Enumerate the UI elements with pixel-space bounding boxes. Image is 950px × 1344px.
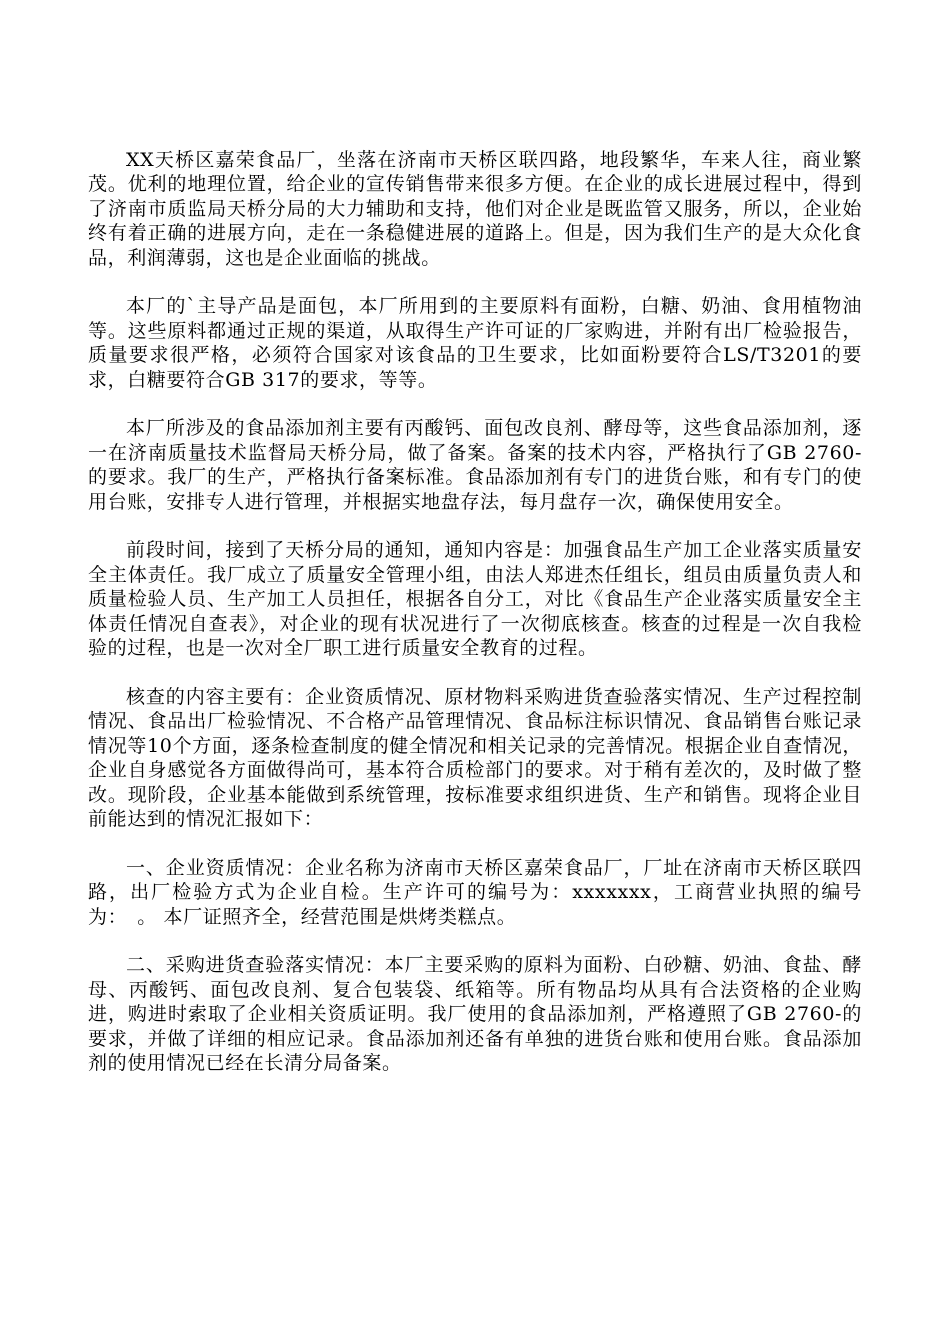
document-page	[88, 148, 862, 1100]
paragraph-food-additives: 本厂所涉及的食品添加剂主要有丙酸钙、面包改良剂、酵母等，这些食品添加剂，逐一在济南质量技术监督局天桥分局，做了备案。备案的技术内容，严格执行了GB 2760-的要求。我厂的生产，严格执行备案标准。食品添加剂有专门的进货台账，和有专门的使用台账，安排专人进行管理，并根据实地盘存法，每月盘存一次，确保使用安全。	[88, 417, 862, 513]
paragraph-notice: 前段时间，接到了天桥分局的通知，通知内容是：加强食品生产加工企业落实质量安全主体责任。我厂成立了质量安全管理小组，由法人郑进杰任组长，组员由质量负责人和质量检验人员、生产加工人员担任，根据各自分工，对比《食品生产企业落实质量安全主体责任情况自查表》，对企业的现有状况进行了一次彻底核查。核查的过程是一次自我检验的过程，也是一次对全厂职工进行质量安全教育的过程。	[88, 539, 862, 660]
paragraph-inspection-content: 核查的内容主要有：企业资质情况、原材物料采购进货查验落实情况、生产过程控制情况、食品出厂检验情况、不合格产品管理情况、食品标注标识情况、食品销售台账记录情况等10个方面，逐条检查制度的健全情况和相关记录的完善情况。根据企业自查情况，企业自身感觉各方面做得尚可，基本符合质检部门的要求。对于稍有差次的，及时做了整改。现阶段，企业基本能做到系统管理，按标准要求组织进货、生产和销售。现将企业目前能达到的情况汇报如下：	[88, 685, 862, 830]
paragraph-main-products: 本厂的`主导产品是面包，本厂所用到的主要原料有面粉，白糖、奶油、食用植物油等。这些原料都通过正规的渠道，从取得生产许可证的厂家购进，并附有出厂检验报告，质量要求很严格，必须符合国家对该食品的卫生要求，比如面粉要符合LS/T3201的要求，白糖要符合GB 317的要求，等等。	[88, 295, 862, 391]
paragraph-procurement: 二、采购进货查验落实情况：本厂主要采购的原料为面粉、白砂糖、奶油、食盐、酵母、丙酸钙、面包改良剂、复合包装袋、纸箱等。所有物品均从具有合法资格的企业购进，购进时索取了企业相关资质证明。我厂使用的食品添加剂，严格遵照了GB 2760-的要求，并做了详细的相应记录。食品添加剂还备有单独的进货台账和使用台账。食品添加剂的使用情况已经在长清分局备案。	[88, 954, 862, 1074]
paragraph-qualification: 一、企业资质情况：企业名称为济南市天桥区嘉荣食品厂，厂址在济南市天桥区联四路，出厂检验方式为企业自检。生产许可的编号为：xxxxxxx，工商营业执照的编号为： 。 本厂证照齐全，经营范围是烘烤类糕点。	[88, 856, 862, 928]
paragraph-intro: XX天桥区嘉荣食品厂，坐落在济南市天桥区联四路，地段繁华，车来人往，商业繁茂。优利的地理位置，给企业的宣传销售带来很多方便。在企业的成长进展过程中，得到了济南市质监局天桥分局的大力辅助和支持，他们对企业是既监管又服务，所以，企业始终有着正确的进展方向，走在一条稳健进展的道路上。但是，因为我们生产的是大众化食品，利润薄弱，这也是企业面临的挑战。	[88, 149, 862, 269]
